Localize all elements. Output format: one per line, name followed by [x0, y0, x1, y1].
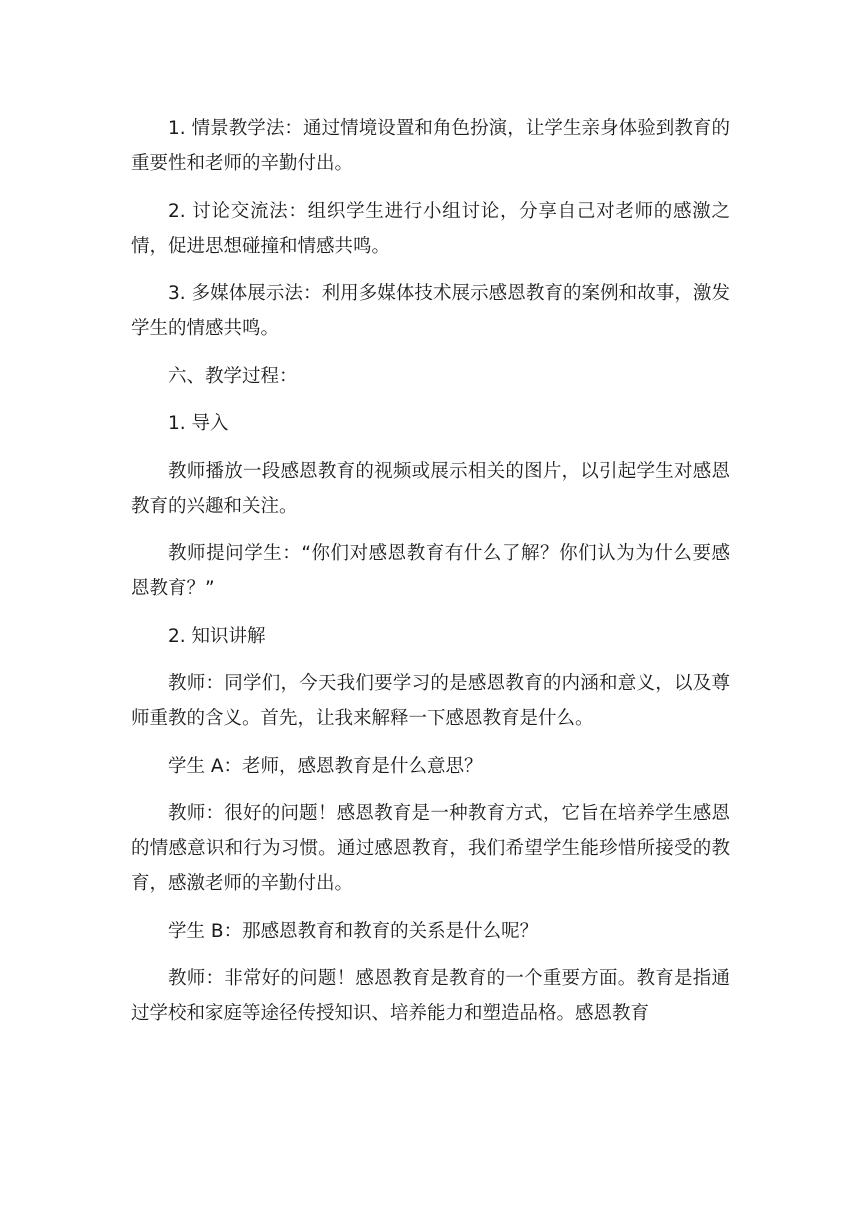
paragraph-teacher-answer-1: 教师：很好的问题！感恩教育是一种教育方式，它旨在培养学生感恩的情感意识和行为习惯。通过感恩教育，我们希望学生能珍惜所接受的教育，感激老师的辛勤付出。: [131, 803, 730, 894]
paragraph-student-a: 学生 A：老师，感恩教育是什么意思？: [168, 755, 483, 777]
paragraph-intro-question: 教师提问学生：“你们对感恩教育有什么了解？你们认为为什么要感恩教育？”: [131, 543, 730, 599]
paragraph-teacher-answer-2: 教师：非常好的问题！感恩教育是教育的一个重要方面。教育是指通过学校和家庭等途径传授知识、培养能力和塑造品格。感恩教育: [131, 968, 730, 1024]
paragraph-method-1: 1. 情景教学法：通过情境设置和角色扮演，让学生亲身体验到教育的重要性和老师的辛勤付出。: [131, 118, 730, 174]
document-body: [131, 111, 730, 1044]
paragraph-method-2: 2. 讨论交流法：组织学生进行小组讨论，分享自己对老师的感激之情，促进思想碰撞和情感共鸣。: [131, 200, 730, 257]
paragraph-method-3: 3. 多媒体展示法：利用多媒体技术展示感恩教育的案例和故事，激发学生的情感共鸣。: [131, 283, 730, 339]
paragraph-teacher-opening: 教师：同学们，今天我们要学习的是感恩教育的内涵和意义，以及尊师重教的含义。首先，让我来解释一下感恩教育是什么。: [131, 673, 730, 729]
paragraph-intro-video: 教师播放一段感恩教育的视频或展示相关的图片，以引起学生对感恩教育的兴趣和关注。: [131, 460, 730, 517]
section-heading-teaching-process: 六、教学过程：: [168, 365, 298, 387]
paragraph-student-b: 学生 B：那感恩教育和教育的关系是什么呢？: [168, 920, 539, 942]
subheading-introduction: 1. 导入: [168, 413, 229, 434]
subheading-knowledge-explanation: 2. 知识讲解: [168, 625, 266, 647]
